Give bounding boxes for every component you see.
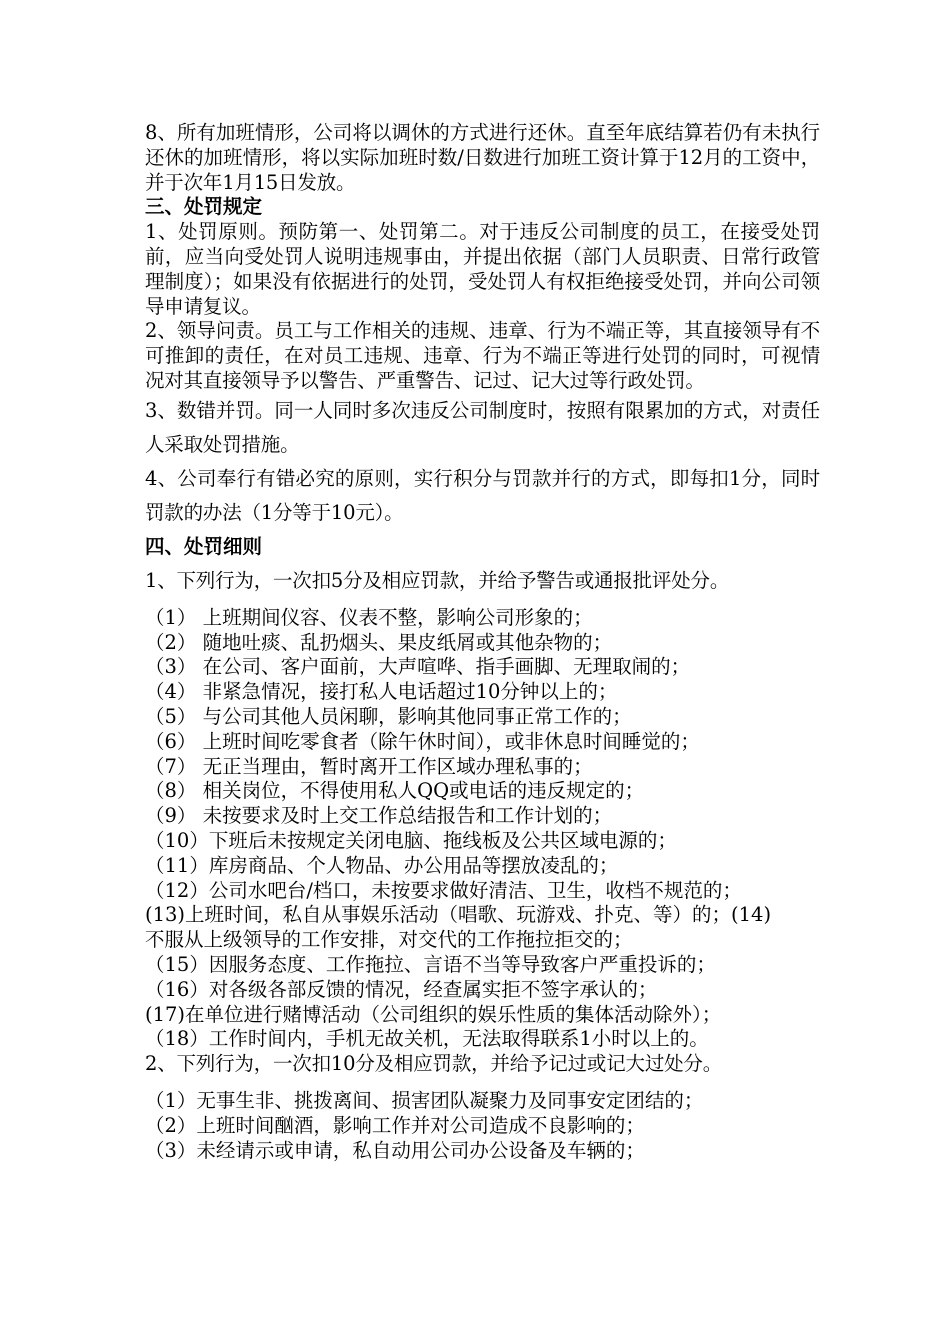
list-10-point-violations (145, 1089, 820, 1163)
list-item: 不服从上级领导的工作安排，对交代的工作拖拉拒交的； (145, 928, 633, 952)
list-item: （5） 与公司其他人员闲聊，影响其他同事正常工作的； (145, 704, 632, 728)
section-heading-penalty-details: 四、处罚细则 (145, 534, 263, 558)
list-item: （18）工作时间内，手机无故关机，无法取得联系1小时以上的。 (145, 1027, 709, 1051)
paragraph-10-point-violations: 2、下列行为，一次扣10分及相应罚款，并给予记过或记大过处分。 (145, 1052, 723, 1076)
paragraph-points-and-fines: 4、公司奉行有错必究的原则，实行积分与罚款并行的方式，即每扣1分，同时罚款的办法（1分等于10元）。 (145, 466, 820, 524)
paragraph-5-point-violations: 1、下列行为，一次扣5分及相应罚款，并给予警告或通报批评处分。 (145, 568, 730, 592)
list-5-point-violations (145, 606, 820, 1052)
document-body (145, 121, 820, 1163)
list-item: （1）无事生非、挑拨离间、损害团队凝聚力及同事安定团结的； (145, 1088, 704, 1112)
list-item: (13)上班时间，私自从事娱乐活动（唱歌、玩游戏、扑克、等）的；(14) (145, 903, 772, 927)
list-item: （3） 在公司、客户面前，大声喧哗、指手画脚、无理取闹的； (145, 655, 691, 679)
list-item: （10）下班后未按规定关闭电脑、拖线板及公共区域电源的； (145, 828, 677, 852)
list-item: （15）因服务态度、工作拖拉、言语不当等导致客户严重投诉的； (145, 952, 716, 976)
paragraph-multiple-violations: 3、数错并罚。同一人同时多次违反公司制度时，按照有限累加的方式，对责任人采取处罚措施。 (145, 398, 820, 456)
list-item: (17)在单位进行赌博活动（公司组织的娱乐性质的集体活动除外）； (145, 1002, 722, 1026)
list-item: （3）未经请示或申请，私自动用公司办公设备及车辆的； (145, 1138, 645, 1162)
list-item: （12）公司水吧台/档口，未按要求做好清洁、卫生，收档不规范的； (145, 878, 742, 902)
list-item: （1） 上班期间仪容、仪表不整，影响公司形象的； (145, 605, 593, 629)
list-item: （11）库房商品、个人物品、办公用品等摆放凌乱的； (145, 853, 619, 877)
section-heading-penalty-rules: 三、处罚规定 (145, 195, 263, 219)
list-item: （8） 相关岗位，不得使用私人QQ或电话的违反规定的； (145, 779, 645, 803)
list-item: （16）对各级各部反馈的情况，经查属实拒不签字承认的； (145, 977, 658, 1001)
list-item: （9） 未按要求及时上交工作总结报告和工作计划的； (145, 804, 613, 828)
paragraph-leader-accountability: 2、领导问责。员工与工作相关的违规、违章、行为不端正等，其直接领导有不可推卸的责任，在对员工违规、违章、行为不端正等进行处罚的同时，可视情况对其直接领导予以警告、严重警告、记过、记大过等行政处罚。 (145, 319, 820, 392)
list-item: （6） 上班时间吃零食者（除午休时间），或非休息时间睡觉的； (145, 729, 700, 753)
list-item: （4） 非紧急情况，接打私人电话超过10分钟以上的； (145, 680, 618, 704)
list-item: （2）上班时间酗酒，影响工作并对公司造成不良影响的； (145, 1113, 645, 1137)
paragraph-overtime-8: 8、所有加班情形，公司将以调休的方式进行还休。直至年底结算若仍有未执行还休的加班情形，将以实际加班时数/日数进行加班工资计算于12月的工资中，并于次年1月15日发放。 (145, 121, 820, 194)
list-item: （7） 无正当理由，暂时离开工作区域办理私事的； (145, 754, 593, 778)
paragraph-penalty-principle: 1、处罚原则。预防第一、处罚第二。对于违反公司制度的员工，在接受处罚前，应当向受处罚人说明违规事由，并提出依据（部门人员职责、日常行政管理制度）；如果没有依据进行的处罚，受处罚人有权拒绝接受处罚，并向公司领导申请复议。 (145, 220, 820, 318)
list-item: （2） 随地吐痰、乱扔烟头、果皮纸屑或其他杂物的； (145, 630, 613, 654)
